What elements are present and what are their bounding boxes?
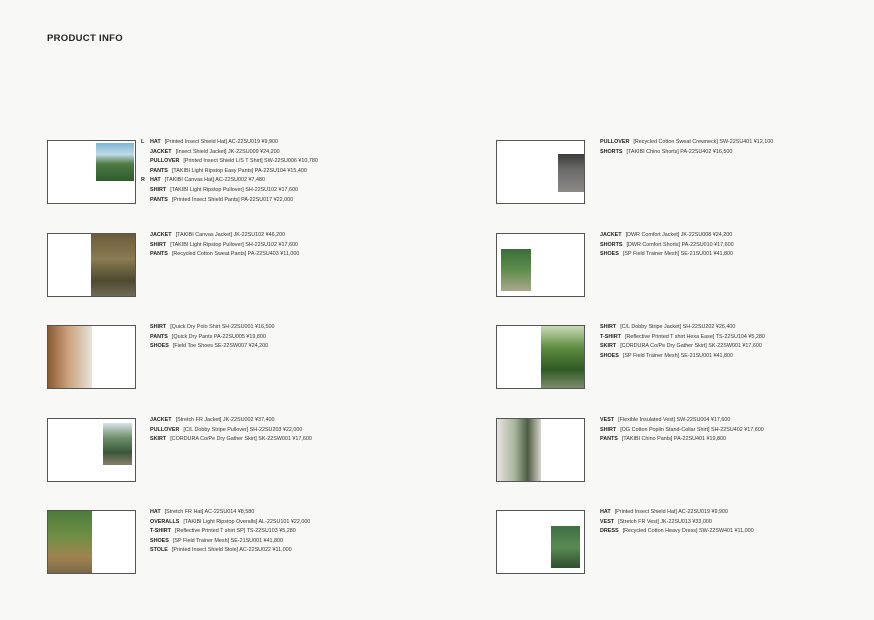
product-line <box>150 148 318 158</box>
product-line <box>150 250 299 260</box>
product-category: SHIRT <box>600 426 617 433</box>
look-photo <box>103 423 132 465</box>
product-category: PANTS <box>150 251 168 258</box>
look-photo-frame[interactable] <box>47 510 136 574</box>
product-category: SHIRT <box>150 241 167 248</box>
product-category: DRESS <box>600 528 619 535</box>
product-list <box>150 508 310 556</box>
product-description: [SP Field Trainer Mesh] SE-21SU001 ¥41,800 <box>172 537 284 544</box>
product-category: HAT <box>150 177 161 184</box>
product-description: [Stretch FR Jacket] JK-22SU002 ¥37,400 <box>175 417 275 423</box>
product-line <box>150 157 318 167</box>
product-line <box>150 323 274 333</box>
product-line <box>150 426 312 436</box>
product-line <box>150 537 310 547</box>
product-description: [Printed Insect Shield L/S T Shirt] SW-22SU006 ¥10,780 <box>183 158 318 165</box>
product-category: JACKET <box>150 232 172 238</box>
product-list <box>600 231 734 260</box>
product-line <box>600 231 734 241</box>
product-line <box>150 508 310 518</box>
product-description: [Flexible Insulated Vest] SW-22SU004 ¥17,600 <box>618 417 731 423</box>
page-title: PRODUCT INFO <box>47 33 123 44</box>
product-line <box>141 176 318 186</box>
product-line <box>150 518 310 528</box>
product-description: [Printed Insect Shield Pants] PA-22SU017 ¥22,000 <box>171 196 294 203</box>
look-photo <box>551 526 580 568</box>
look-photo <box>501 249 531 291</box>
look-photo-frame[interactable] <box>496 325 585 389</box>
product-line <box>600 518 754 528</box>
look-side-marker: L <box>141 139 145 145</box>
product-description: [Field Toe Shoes SE-22SW007 ¥24,200 <box>172 343 269 350</box>
look-side-marker: R <box>141 177 145 184</box>
look-photo <box>558 154 584 192</box>
product-description: [TAKIBI Chino Shorts] PA-22SU402 ¥16,500 <box>626 148 733 155</box>
product-description: [OG Cotton Poplin Stand-Collar Shirt] SH-22SU402 ¥17,600 <box>620 426 764 433</box>
look-photo-frame[interactable] <box>47 325 136 389</box>
product-description: [C/L Dobby Stripe Pullover] SH-22SU203 ¥22,000 <box>183 426 303 433</box>
look-photo-frame[interactable] <box>496 233 585 297</box>
product-list <box>150 416 312 445</box>
product-category: SHORTS <box>600 241 623 248</box>
product-category: SHIRT <box>150 186 167 193</box>
look-photo <box>91 234 135 296</box>
product-description: [TAKIBI Chino Pants] PA-22SU401 ¥19,800 <box>621 436 726 443</box>
product-description: [CORDURA Co/Pe Dry Gather Skirt] SK-22SW001 ¥17,600 <box>620 343 762 350</box>
product-category: JACKET <box>150 417 172 423</box>
product-category: SHOES <box>600 352 619 359</box>
product-category: SKIRT <box>600 343 617 350</box>
product-category: PANTS <box>150 167 168 174</box>
product-description: [Reflective Printed T shirt SP] TS-22SU103 ¥5,280 <box>174 528 296 535</box>
product-category: PULLOVER <box>150 158 180 165</box>
product-list <box>150 323 274 352</box>
product-category: HAT <box>150 139 161 145</box>
product-line <box>150 333 274 343</box>
product-category: HAT <box>600 509 611 515</box>
product-category: SHOES <box>150 537 169 544</box>
product-list <box>141 138 318 205</box>
product-line <box>600 138 773 148</box>
product-list <box>600 508 754 537</box>
product-line <box>150 186 318 196</box>
product-line <box>150 416 312 426</box>
product-description: [Printed Insect Shield Stole] AC-22SU022 ¥11,000 <box>171 547 292 554</box>
product-line <box>600 527 754 537</box>
product-description: [Quick Dry Polo Shirt SH-22SU001 ¥16,500 <box>170 324 275 330</box>
product-description: [SP Field Trainer Mesh] SE-21SU001 ¥41,800 <box>622 251 734 258</box>
product-category: PANTS <box>150 196 168 203</box>
look-photo <box>96 143 134 181</box>
product-description: [Stretch FR Hat] AC-22SU014 ¥8,580 <box>164 509 255 515</box>
product-category: SHORTS <box>600 148 623 155</box>
product-line <box>600 323 765 333</box>
product-description: [TAKIBI Canvas Jacket] JK-22SU102 ¥46,200 <box>175 232 286 238</box>
product-description: [Printed Insect Shield Hat] AC-22SU019 ¥9,900 <box>164 139 278 145</box>
product-description: [Stretch FR Vest] JK-22SU013 ¥33,000 <box>618 518 712 525</box>
product-description: [DWR Comfort Jacket] JK-22SU008 ¥24,200 <box>625 232 733 238</box>
product-description: [Recycled Cotton Heavy Dress] SW-22SW401 ¥11,000 <box>622 528 754 535</box>
product-category: SHIRT <box>150 324 167 330</box>
product-description: [SP Field Trainer Mesh] SE-21SU001 ¥41,800 <box>622 352 734 359</box>
product-line <box>600 342 765 352</box>
look-photo-frame[interactable] <box>496 418 585 482</box>
product-description: [TAKIBI Light Ripstop Easy Pants] PA-22SU104 ¥15,400 <box>171 167 307 174</box>
product-list <box>600 416 764 445</box>
product-line <box>600 426 764 436</box>
product-line <box>600 508 754 518</box>
product-category: PULLOVER <box>150 426 180 433</box>
product-category: VEST <box>600 417 615 423</box>
product-category: SHIRT <box>600 324 617 330</box>
product-category: PULLOVER <box>600 139 630 145</box>
product-line <box>141 138 318 148</box>
product-description: [DWR Comfort Shorts] PA-22SU010 ¥17,600 <box>626 241 734 248</box>
product-category: PANTS <box>150 333 168 340</box>
product-line <box>600 241 734 251</box>
product-line <box>150 231 299 241</box>
product-description: [Quick Dry Pants PA-22SU005 ¥19,800 <box>171 333 266 340</box>
product-line <box>600 333 765 343</box>
product-line <box>150 241 299 251</box>
product-category: STOLE <box>150 547 168 554</box>
product-list <box>600 323 765 361</box>
product-line <box>150 527 310 537</box>
product-list <box>600 138 773 157</box>
product-line <box>600 250 734 260</box>
product-description: [C/L Dobby Stripe Jacket] SH-22SU202 ¥26,400 <box>620 324 736 330</box>
product-category: SHOES <box>600 251 619 258</box>
look-photo-frame[interactable] <box>47 418 136 482</box>
product-category: HAT <box>150 509 161 515</box>
look-photo <box>48 326 92 388</box>
product-category: SKIRT <box>150 436 167 443</box>
product-category: T-SHIRT <box>600 333 621 340</box>
product-description: [Printed Insect Shield Hat] AC-22SU019 ¥9,900 <box>614 509 728 515</box>
product-line <box>600 416 764 426</box>
look-photo-frame[interactable] <box>496 510 585 574</box>
product-description: [TAKIBI Light Ripstop Pullover] SH-22SU102 ¥17,600 <box>170 186 299 193</box>
product-line <box>600 435 764 445</box>
look-photo-frame[interactable] <box>47 140 136 204</box>
product-category: PANTS <box>600 436 618 443</box>
product-line <box>150 167 318 177</box>
product-category: VEST <box>600 518 615 525</box>
product-description: [Insect Shield Jacket] JK-22SU009 ¥24,200 <box>175 148 280 155</box>
look-photo <box>48 511 92 573</box>
product-list <box>150 231 299 260</box>
product-line <box>600 352 765 362</box>
product-description: [CORDURA Co/Pe Dry Gather Skirt] SK-22SW001 ¥17,600 <box>170 436 312 443</box>
product-description: [Reflective Printed T shirt Hexa Ease] TS-22SU104 ¥5,280 <box>624 333 765 340</box>
product-line <box>150 342 274 352</box>
product-line <box>150 546 310 556</box>
product-description: [TAKIBI Light Ripstop Overalls] AL-22SU101 ¥22,000 <box>183 518 311 525</box>
look-photo <box>497 419 541 481</box>
product-description: [Recycled Cotton Sweat Pants] PA-22SU403 ¥11,000 <box>171 251 300 258</box>
product-category: OVERALLS <box>150 518 180 525</box>
product-category: JACKET <box>150 148 172 155</box>
product-line <box>150 435 312 445</box>
product-description: [TAKIBI Light Ripstop Pullover] SH-22SU102 ¥17,600 <box>170 241 299 248</box>
product-description: [TAKIBI Canvas Hat] AC-22SU002 ¥7,480 <box>164 177 265 184</box>
product-category: SHOES <box>150 343 169 350</box>
product-line <box>600 148 773 158</box>
product-description: [Recycled Cotton Sweat Crewneck] SW-22SU401 ¥12,100 <box>633 139 774 145</box>
look-photo <box>541 326 584 388</box>
product-category: JACKET <box>600 232 622 238</box>
look-photo-frame[interactable] <box>47 233 136 297</box>
product-category: T-SHIRT <box>150 528 171 535</box>
look-photo-frame[interactable] <box>496 140 585 204</box>
product-line <box>150 196 318 206</box>
